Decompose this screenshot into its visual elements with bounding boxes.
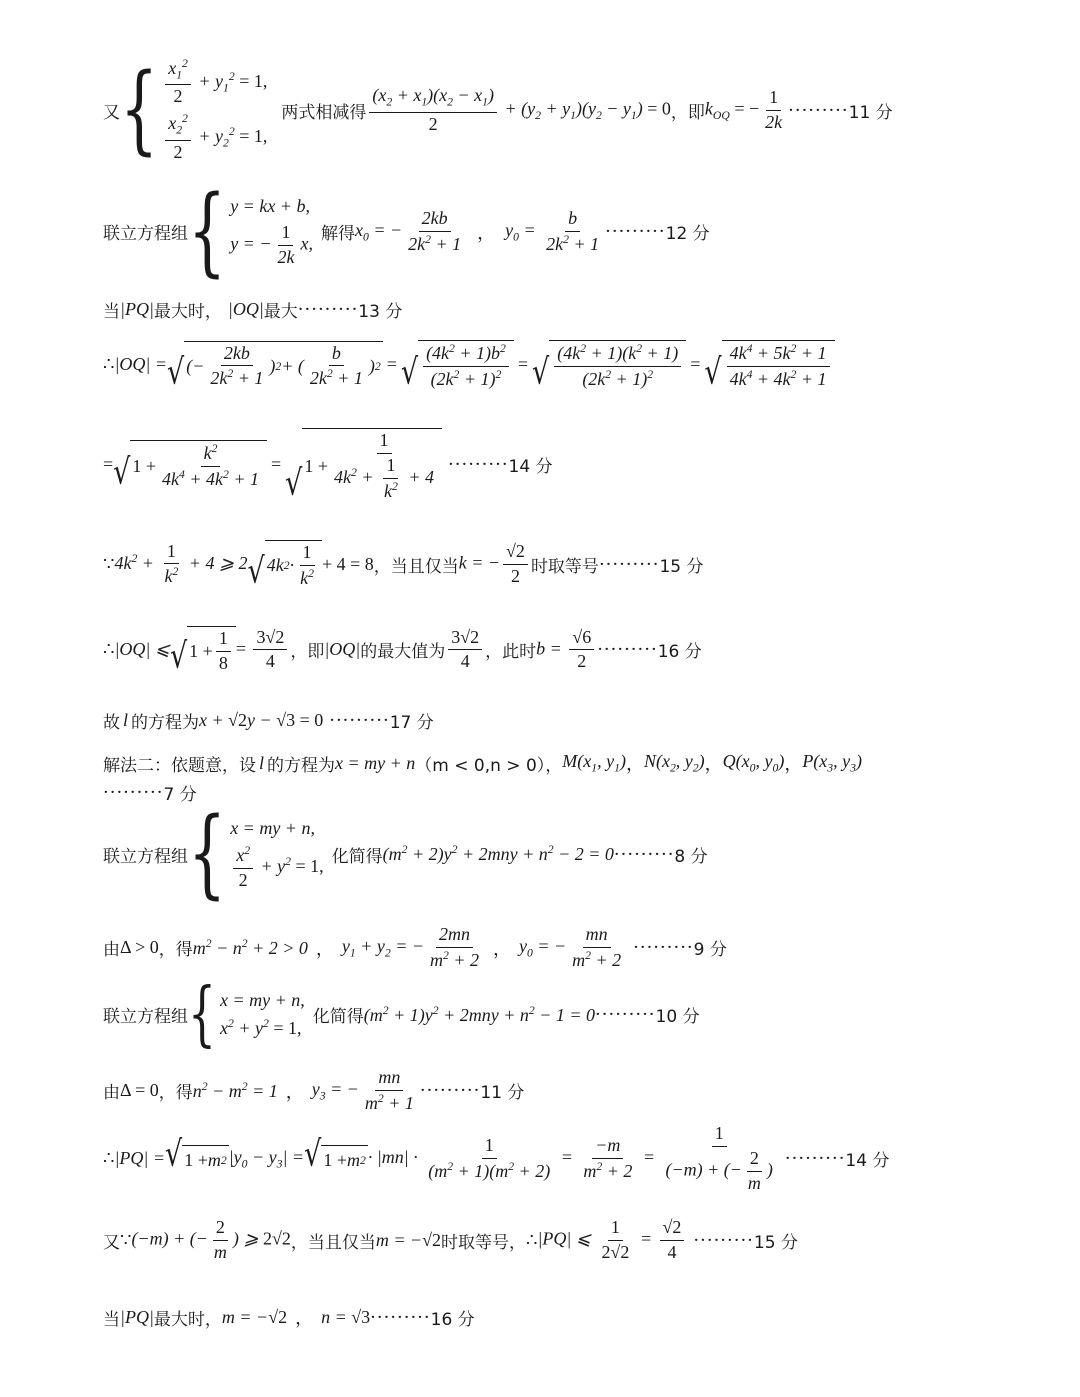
text-you: 又 — [103, 102, 120, 123]
line-14: ∴ |PQ| = √ 1 + m 2 $|y_0 - y_3|$ = √ 1 + m 2 · |mn| · $\frac{1}{(m^2 + 1)(m^2 + 2)}$ = $\frac{-m}{m^2 + 2}$ = 1 (−m) + (− $\frac{2}{m}$ ) ········· 14 分 — [103, 1123, 890, 1193]
line-9: 解法二：依题意，设 l 的方程为 x = my + n （m < 0,n > 0）， $M(x_1$, $y_1$) ， $N(x_2$, $y_2$) ， $Q(x_0$, $y_0$) ， $P(x_3$, $y_3$) — [103, 751, 862, 776]
line-5: = √ 1 + $\frac{k^2}{4k^4 + 4k^2 + 1}$ = √ 1 + 1 $4k^2$ + $\frac{1}{k^2}$ + 4 ········· 14 分 — [103, 430, 553, 504]
line-13: 由 Δ = 0 ，得 $n^2 - m^2 = 1$ ， $y_3$ = − $\frac{mn}{m^2 + 1}$ ········· 11 分 — [103, 1067, 525, 1113]
line-7: ∴ |OQ| ⩽ √ 1 + $\frac{1}{8}$ = $\frac{3√2}{4}$ ，即 |OQ| 的最大值为 $\frac{3√2}{4}$ ，此时 b = $\frac{√6}{2}$ ········· 16 分 — [103, 626, 702, 677]
equation-system-1: { $\frac{x_1^2}{2}$ + $y_1^2 = 1$, $\frac{x_2^2}{2}$ + $y_2^2 = 1$, — [120, 54, 268, 167]
line-6: ∵ $4k^2$ + $\frac{1}{k^2}$ + 4 ⩾ 2 √ 4k 2 · $\frac{1}{k^2}$ + 4 = 8 ，当且仅当 k = − $\frac{√2}{2}$ 时取等号 ········· 15 分 — [103, 540, 704, 592]
line-1: 又 { $\frac{x_1^2}{2}$ + $y_1^2 = 1$, $\frac{x_2^2}{2}$ + $y_2^2 = 1$, 两式相减得 $\frac{(x_2 + x_1)(x_2 - x_1)}{2}$ + $(y_2 + y_1)(y_2 - y_1) = 0$ ，即 $k_{OQ}$ = − $\frac{1}{2k}$ ········· 11 分 — [103, 54, 893, 167]
line-2: 联立方程组 { y = kx + b, y = − $\frac{1}{2k}$ x, 解得 $x_0$ = − $\frac{2kb}{2k^2 + 1}$ ， $y_0$ = $\frac{b}{2k^2 + 1}$ ········· 12 分 — [103, 175, 710, 288]
line-3: 当 |PQ| 最大时， |OQ| 最大 ········· 13 分 — [103, 299, 403, 322]
score-dots: ········· — [788, 99, 849, 121]
line-4: ∴ |OQ| = √ (− $\frac{2kb}{2k^2 + 1}$ ) 2 + ( $\frac{b}{2k^2 + 1}$ ) 2 = √ $\frac{(4k^2 + 1)b^2}{(2k^2 + 1)^2}$ = √ $\frac{(4k^2 + 1)(k^2 + 1)}{(2k^2 + 1)^2}$ = √ $\frac{4k^4 + 5k^2 + 1}{4k^4 + 4k^2 + 1}$ — [103, 340, 835, 390]
line-11: 由 Δ > 0 ，得 $m^2 - n^2 + 2 > 0$ ， $y_1 + y_2$ = − $\frac{2mn}{m^2 + 2}$ ， $y_0$ = − $\frac{mn}{m^2 + 2}$ ········· 9 分 — [103, 924, 727, 970]
line-15: 又 ∵ (−m) + (− $\frac{2}{m}$ ) ⩾ 2√2 ，当且仅当 m = −√2 时取等号， ∴ |PQ| ⩽ $\frac{1}{2√2}$ = $\frac{√2}{4}$ ········· 15 分 — [103, 1217, 798, 1262]
line-8: 故 l 的方程为 x + √2y − √3 = 0 ········· 17 分 — [103, 710, 434, 733]
line-10: 联立方程组 { x = my + n, $\frac{x^2}{2}$ + $y^2 = 1$, 化简得 $(m^2 + 2)y^2 + 2mny + n^2 - 2 = 0$ ········· 8 分 — [103, 798, 708, 911]
line-9b: ········· 7 分 — [103, 782, 197, 805]
line-12: 联立方程组 { x = my + n, $x^2 + y^2 = 1$, 化简得 $(m^2 + 1)y^2 + 2mny + n^2 - 1 = 0$ ········· 10 分 — [103, 972, 700, 1055]
line-16: 当 |PQ| 最大时， m = −√2 ， n = √3 ········· 16 分 — [103, 1306, 475, 1330]
